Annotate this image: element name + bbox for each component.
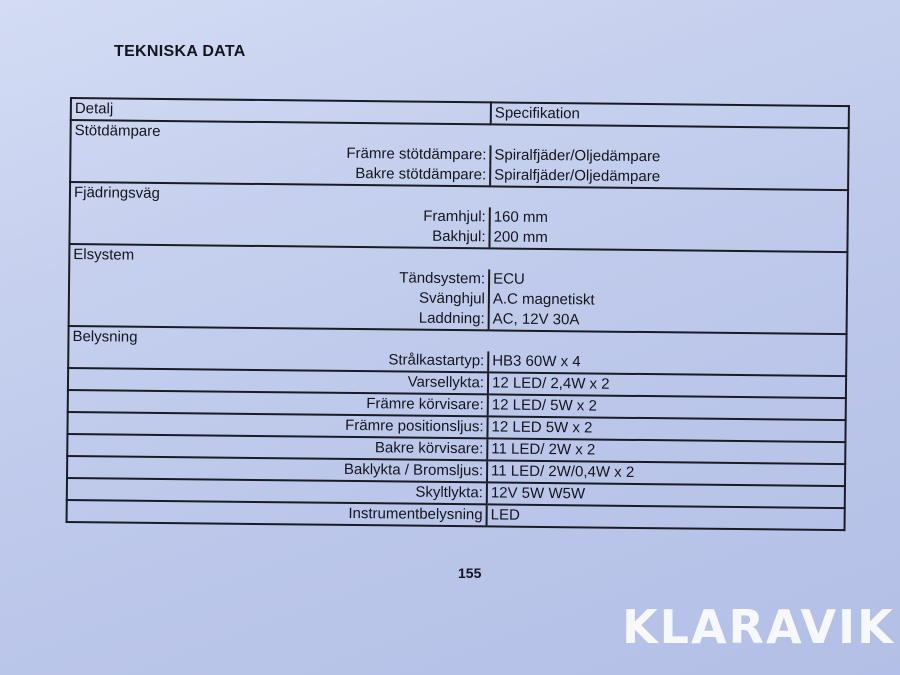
row-label: Strålkastartyp: [68, 347, 488, 372]
row-label: Främre positionsljus: [67, 412, 487, 438]
row-label: Framhjul: [70, 203, 490, 227]
row-value: 200 mm [489, 227, 847, 252]
watermark-logo: KLARAVIK [622, 600, 895, 654]
row-label: Varsellykta: [68, 368, 488, 394]
spec-table [66, 97, 850, 531]
section-title: Elsystem [69, 244, 847, 273]
row-label: Skyltlykta: [67, 478, 487, 504]
row-label: Tändsystem: [69, 265, 489, 289]
row-value: LED [487, 504, 845, 530]
row-value: 12 LED 5W x 2 [487, 416, 845, 442]
row-label: Främre stötdämpare: [70, 141, 490, 165]
row-value: Spiralfjäder/Oljedämpare [490, 165, 848, 190]
header-detail: Detalj [71, 98, 491, 124]
row-label: Instrumentbelysning [67, 500, 487, 526]
row-value: 12 LED/ 5W x 2 [488, 394, 846, 420]
section-title: Fjädringsväg [70, 182, 848, 211]
row-value: A.C magnetiskt [489, 289, 847, 313]
row-label: Baklykta / Bromsljus: [67, 456, 487, 482]
row-value: AC, 12V 30A [489, 309, 847, 334]
page-number: 155 [458, 565, 482, 581]
section-title: Stötdämpare [71, 120, 849, 149]
row-value: HB3 60W x 4 [488, 351, 846, 376]
row-value: ECU [489, 269, 847, 293]
row-value: 11 LED/ 2W/0,4W x 2 [487, 460, 845, 486]
row-label: Laddning: [69, 305, 489, 330]
row-label: Främre körvisare: [68, 390, 488, 416]
row-label: Bakhjul: [69, 223, 489, 248]
row-value: Spiralfjäder/Oljedämpare [490, 145, 848, 169]
spec-table-wrapper [66, 97, 870, 531]
row-label: Bakre stötdämpare: [70, 161, 490, 186]
row-value: 11 LED/ 2W x 2 [487, 438, 845, 464]
row-value: 12V 5W W5W [487, 482, 845, 508]
row-value: 12 LED/ 2,4W x 2 [488, 372, 846, 398]
row-value: 160 mm [490, 207, 848, 231]
row-label: Bakre körvisare: [67, 434, 487, 460]
page-title: TEKNISKA DATA [114, 43, 246, 60]
section-title: Belysning [68, 326, 846, 355]
header-spec: Specifikation [491, 102, 849, 128]
row-label: Svänghjul [69, 285, 489, 309]
